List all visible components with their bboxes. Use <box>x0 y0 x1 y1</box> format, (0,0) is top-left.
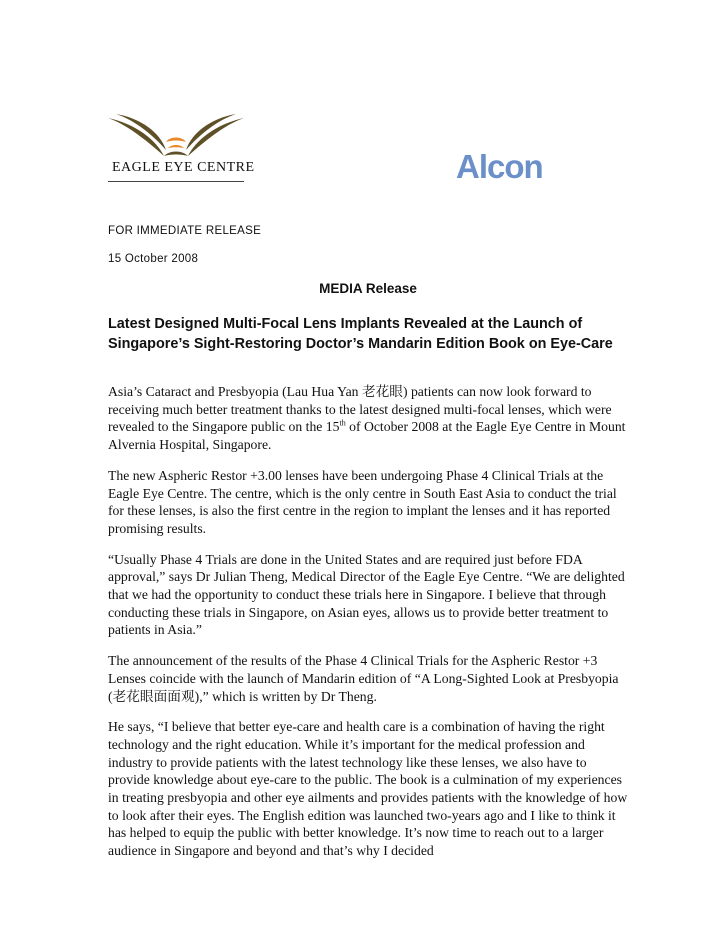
release-date: 15 October 2008 <box>108 253 199 265</box>
paragraph-2: The new Aspheric Restor +3.00 lenses have been undergoing Phase 4 Clinical Trials at the Eagle Eye Centre. The centre, which is the only centre in South East Asia to conduct the trial for these lenses, is also the first centre in the region to implant the lenses and it has reported promising results. <box>108 467 617 536</box>
paragraph-4: The announcement of the results of the Phase 4 Clinical Trials for the Aspheric Restor +3 Lenses coincide with the launch of Mandarin edition of “A Long-Sighted Look at Presbyopia (老花眼面面观),” which is written by Dr Theng. <box>108 653 619 704</box>
eagle-logo-text: EAGLE EYE CENTRE <box>112 160 255 175</box>
paragraph-1 <box>108 383 628 454</box>
headline: Latest Designed Multi-Focal Lens Implants Revealed at the Launch of Singapore’s Sight-Restoring Doctor’s Mandarin Edition Book on Eye-Care <box>108 316 613 352</box>
alcon-logo-text: Alcon <box>456 148 543 185</box>
paragraph-1-part-b: of October 2008 at the Eagle Eye Centre in Mount Alvernia Hospital, Singapore. <box>108 419 626 453</box>
body-text <box>108 383 628 873</box>
paragraph-5: He says, “I believe that better eye-care and health care is a combination of having the right technology and the right education. While it’s important for the medical profession and industry to provide patients with the latest technology like these lenses, we also have to provide knowledge about eye-care to the public. The book is a culmination of my experiences in treating presbyopia and other eye ailments and provides patients with the knowledge of how to look after their eyes. The English edition was launched two-years ago and I like to think it has helped to equip the public with better knowledge. It’s now time to reach out to a larger audience in Singapore and beyond and that’s why I decided <box>108 719 628 859</box>
paragraph-3: “Usually Phase 4 Trials are done in the United States and are required just before FDA approval,” says Dr Julian Theng, Medical Director of the Eagle Eye Centre. “We are delighted that we had the opportunity to conduct these trials here in Singapore. I believe that through conducting these trials in Singapore, on Asian eyes, allows us to provide better treatment to patients in Asia.” <box>108 551 625 638</box>
paragraph-1-part-a: Asia’s Cataract and Presbyopia (Lau Hua Yan 老花眼) patients can now look forward to receiving much better treatment thanks to the latest designed multi-focal lenses, which were revealed to the Singapore public on the 15 <box>108 384 612 435</box>
eagle-logo-underline <box>108 181 244 182</box>
paragraph-1-superscript: th <box>339 418 346 428</box>
release-label: FOR IMMEDIATE RELEASE <box>108 225 262 237</box>
media-release-heading: MEDIA Release <box>319 281 417 296</box>
